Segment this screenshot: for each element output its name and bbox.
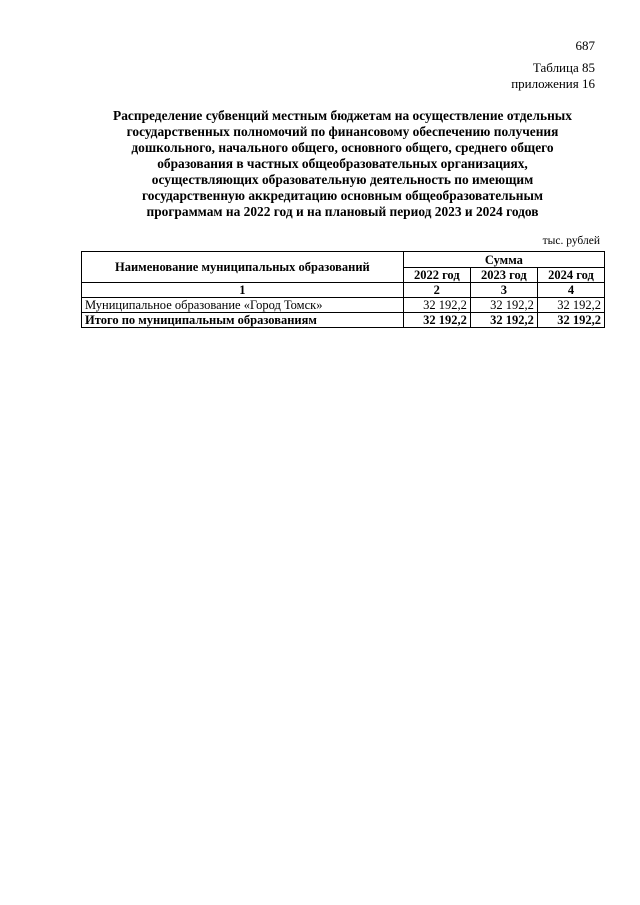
subvention-table bbox=[81, 251, 605, 328]
header-sum: Сумма bbox=[403, 252, 604, 268]
page-number: 687 bbox=[575, 38, 595, 53]
title-line: программам на 2022 год и на плановый период 2023 и 2024 годов bbox=[146, 204, 539, 219]
units-label: тыс. рублей bbox=[542, 235, 600, 247]
header-year-2024: 2024 год bbox=[537, 268, 604, 283]
table-caption bbox=[511, 60, 595, 92]
title-line: государственных полномочий по финансовому обеспечению получения bbox=[126, 124, 559, 139]
header-year-2023: 2023 год bbox=[470, 268, 537, 283]
table-header-row bbox=[82, 252, 605, 268]
table-row bbox=[82, 298, 605, 313]
value-2024: 32 192,2 bbox=[537, 298, 604, 313]
title-line: Распределение субвенций местным бюджетам на осуществление отдельных bbox=[113, 108, 572, 123]
header-municipality-name: Наименование муниципальных образований bbox=[82, 252, 404, 283]
value-2022: 32 192,2 bbox=[403, 298, 470, 313]
column-index-row bbox=[82, 283, 605, 298]
column-index: 4 bbox=[537, 283, 604, 298]
value-2023: 32 192,2 bbox=[470, 298, 537, 313]
total-2023: 32 192,2 bbox=[470, 313, 537, 328]
total-2024: 32 192,2 bbox=[537, 313, 604, 328]
document-title bbox=[80, 108, 605, 220]
total-2022: 32 192,2 bbox=[403, 313, 470, 328]
caption-table-number: Таблица 85 bbox=[532, 60, 595, 75]
column-index: 3 bbox=[470, 283, 537, 298]
title-line: государственную аккредитацию основным общеобразовательным bbox=[141, 188, 544, 203]
header-year-2022: 2022 год bbox=[403, 268, 470, 283]
title-line: осуществляющих образовательную деятельность по имеющим bbox=[151, 172, 534, 187]
total-label: Итого по муниципальным образованиям bbox=[82, 313, 404, 328]
column-index: 2 bbox=[403, 283, 470, 298]
table-total-row bbox=[82, 313, 605, 328]
title-line: образования в частных общеобразовательных организациях, bbox=[157, 156, 528, 171]
municipality-name: Муниципальное образование «Город Томск» bbox=[82, 298, 404, 313]
column-index: 1 bbox=[82, 283, 404, 298]
caption-appendix-number: приложения 16 bbox=[511, 76, 595, 91]
title-line: дошкольного, начального общего, основного общего, среднего общего bbox=[131, 140, 554, 155]
